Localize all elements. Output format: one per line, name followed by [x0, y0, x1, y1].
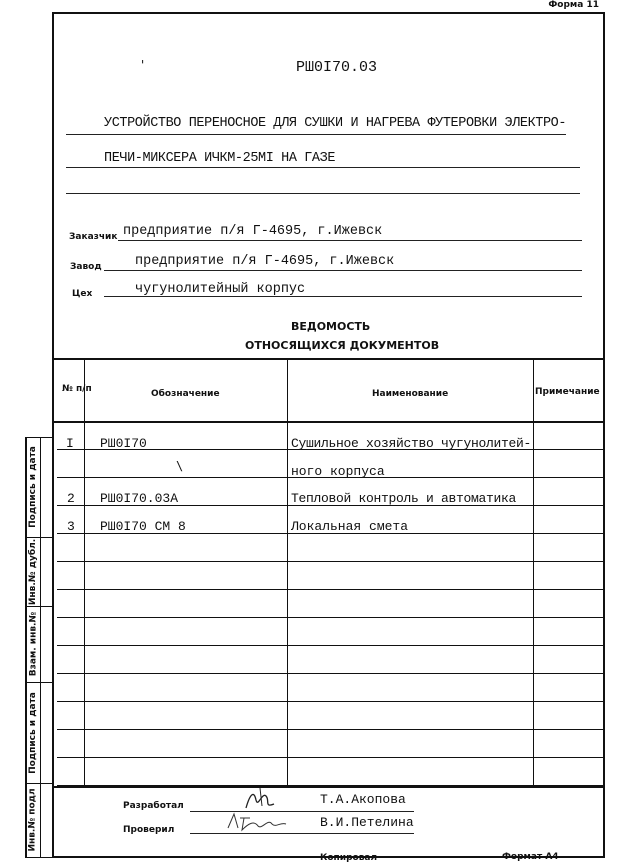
side-cell-inv-podl	[26, 783, 40, 857]
table-row-line	[57, 533, 605, 534]
side-cell-podpis-2	[26, 682, 40, 783]
side-strip-bottom	[25, 857, 52, 858]
checked-name: В.И.Петелина	[320, 815, 414, 830]
table-row-line	[57, 673, 605, 674]
row-3-name: Тепловой контроль и автоматика	[291, 491, 517, 506]
col-divider-2	[287, 358, 288, 786]
side-label-inv-podl: Инв.№ подл	[28, 788, 38, 852]
stray-mark: ꞌ	[139, 58, 147, 72]
document-frame	[52, 12, 605, 858]
heading-documents: ОТНОСЯЩИХСЯ ДОКУМЕНТОВ	[245, 339, 440, 352]
side-label-podpis-2: Подпись и дата	[28, 691, 38, 774]
developed-label: Разработал	[123, 801, 184, 811]
document-code: РШ0I70.03	[296, 59, 378, 76]
title-underline-2	[66, 167, 580, 168]
table-row-line	[57, 561, 605, 562]
side-cell-inv-dubl	[26, 537, 40, 606]
shop-label: Цех	[72, 289, 93, 299]
row-1-num: I	[66, 436, 74, 451]
table-row-line	[57, 505, 605, 506]
heading-vedomost: ВЕДОМОСТЬ	[291, 320, 371, 333]
row-3-num: 2	[67, 491, 75, 506]
shop-underline	[104, 296, 582, 297]
title-line-1: УСТРОЙСТВО ПЕРЕНОСНОЕ ДЛЯ СУШКИ И НАГРЕВА ФУТЕРОВКИ ЭЛЕКТРО-	[104, 116, 567, 131]
form-label: Форма 11	[548, 0, 599, 10]
side-strip-inner-border	[40, 437, 41, 858]
plant-label: Завод	[70, 262, 102, 272]
stray-tick: \	[176, 459, 184, 473]
title-underline-1	[66, 134, 566, 135]
row-1-name: Сушильное хозяйство чугунолитей-	[291, 436, 532, 451]
title-line-2: ПЕЧИ-МИКСЕРА ИЧКМ-25МI НА ГАЗЕ	[104, 151, 336, 166]
title-underline-3	[66, 193, 580, 194]
table-row-line	[57, 701, 605, 702]
developed-name: Т.А.Акопова	[320, 792, 406, 807]
footer-format: Формат А4	[502, 852, 559, 862]
checked-label: Проверил	[123, 825, 175, 835]
col-header-name: Наименование	[372, 389, 449, 399]
plant-value: предприятие п/я Г-4695, г.Ижевск	[135, 254, 395, 269]
shop-value: чугунолитейный корпус	[135, 282, 306, 297]
side-label-vzam: Взам. инв.№	[28, 611, 39, 677]
row-1-code: РШ0I70	[100, 436, 147, 451]
customer-underline	[118, 240, 582, 241]
table-row-line	[57, 449, 605, 450]
col-divider-1	[84, 358, 85, 786]
table-row-line	[57, 617, 605, 618]
col-divider-3	[533, 358, 534, 786]
customer-value: предприятие п/я Г-4695, г.Ижевск	[123, 224, 383, 239]
table-row-line	[57, 477, 605, 478]
side-cell-podpis-1	[26, 437, 40, 537]
customer-label: Заказчик	[69, 232, 118, 242]
table-top-border	[52, 358, 605, 360]
checker-signature	[224, 810, 294, 834]
col-header-code: Обозначение	[151, 389, 220, 399]
table-row-line	[57, 757, 605, 758]
table-row-line	[57, 589, 605, 590]
footer-copied: Копировал	[320, 853, 378, 863]
col-header-num-text: № п/п	[62, 384, 92, 394]
plant-underline	[104, 270, 582, 271]
side-label-inv-dubl: Инв.№ дубл.	[28, 538, 39, 605]
table-row-line	[57, 729, 605, 730]
table-row-line	[57, 645, 605, 646]
row-4-num: 3	[67, 519, 75, 534]
row-2-name: ного корпуса	[291, 464, 385, 479]
side-cell-vzam	[26, 606, 40, 682]
row-4-name: Локальная смета	[291, 519, 409, 534]
table-header-bottom	[52, 421, 605, 423]
row-3-code: РШ0I70.03А	[100, 491, 179, 506]
row-4-code: РШ0I70 СМ 8	[100, 519, 186, 534]
side-label-podpis-1: Подпись и дата	[28, 446, 38, 528]
table-bottom-border	[52, 786, 605, 788]
col-header-note: Примечание	[535, 387, 600, 397]
col-header-num	[62, 383, 92, 395]
